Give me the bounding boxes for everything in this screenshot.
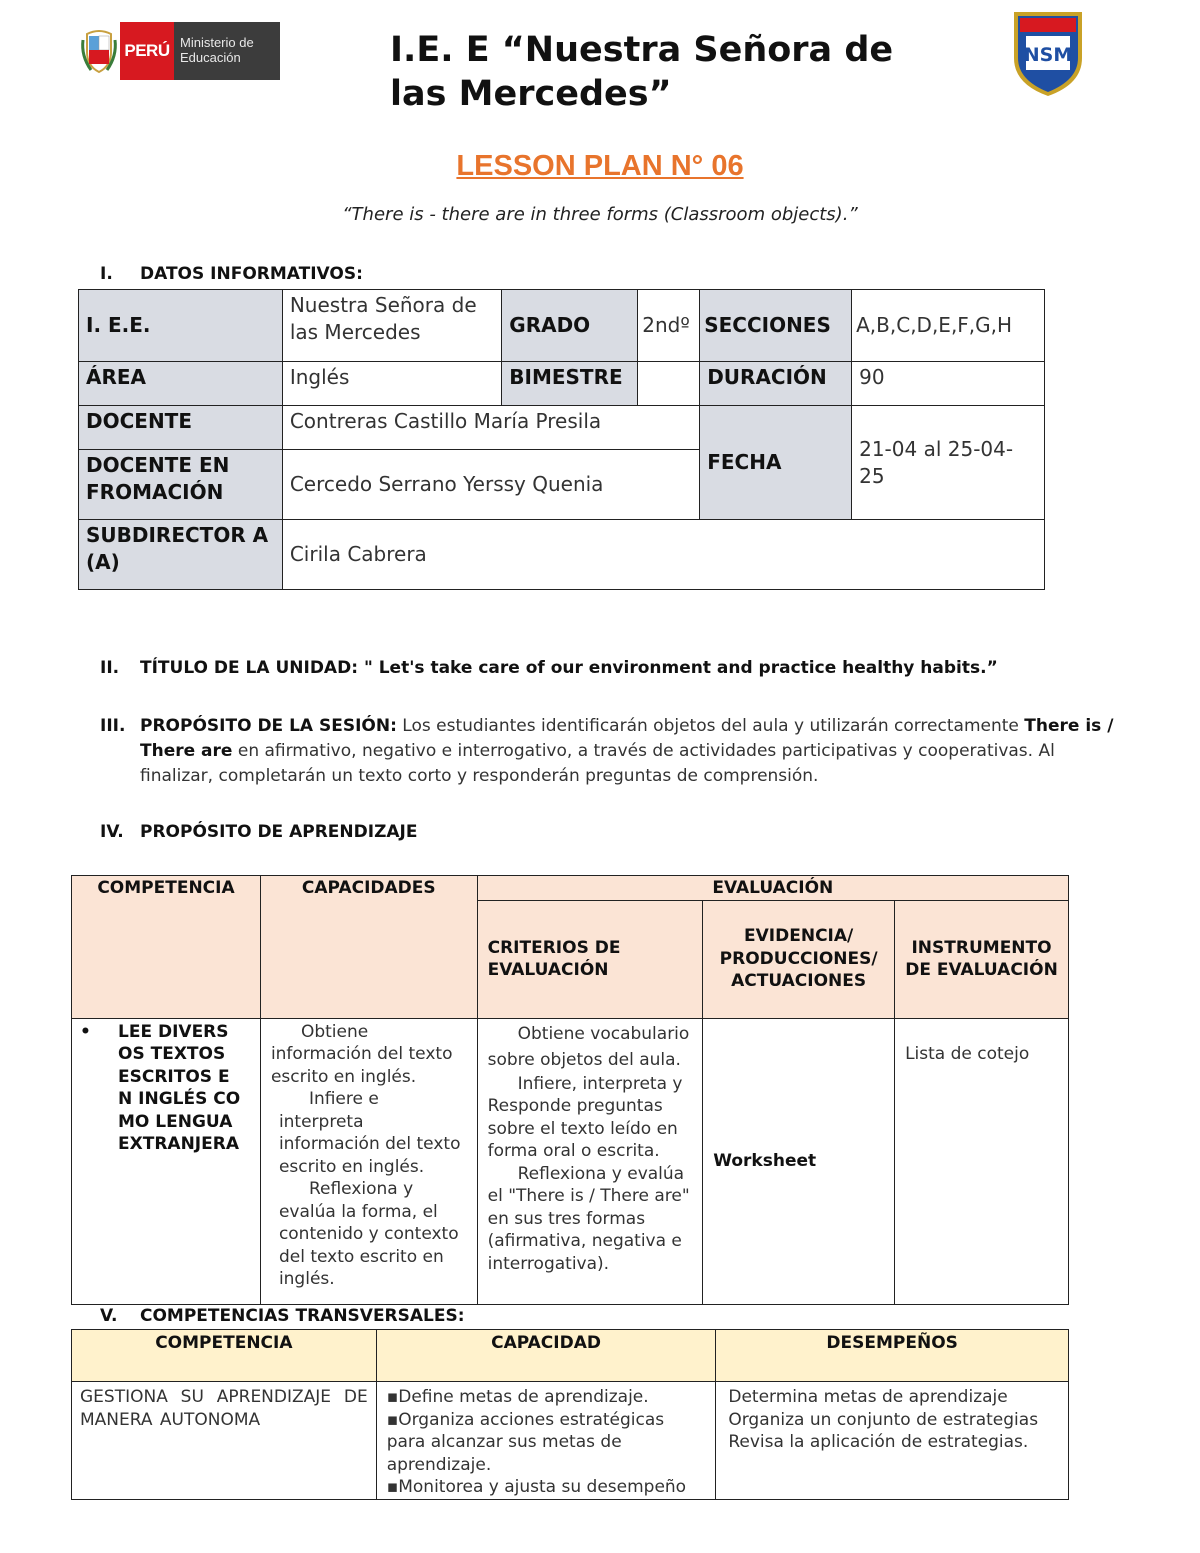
docente-label: DOCENTE — [79, 406, 283, 450]
criterios-cell — [477, 1018, 703, 1304]
evidencia-cell: Worksheet — [703, 1018, 895, 1304]
capacidades-cell — [260, 1018, 477, 1304]
criterio-item: Infiere, interpreta y Responde preguntas sobre el texto leído en forma oral o escrita. — [487, 1073, 683, 1161]
docente-formacion-value: Cercedo Serrano Yerssy Quenia — [282, 450, 699, 520]
capacidad-item: Reflexiona y evalúa la forma, el contenido y contexto del texto escrito en inglés. — [278, 1179, 459, 1289]
capacidad-item: Infiere e interpreta información del texto escrito en inglés. — [278, 1089, 461, 1177]
header-competencia: COMPETENCIA — [72, 876, 261, 1019]
capacidad-item: Obtiene información del texto escrito en inglés. — [270, 1021, 453, 1087]
grado-label: GRADO — [502, 290, 638, 362]
section-2-value: " Let's take care of our environment and practice healthy habits.” — [363, 658, 998, 678]
desempeno-line: Revisa la aplicación de estrategias. — [728, 1432, 1029, 1452]
criterio-item: Reflexiona y evalúa el "There is / There are" en sus tres formas (afirmativa, negativa e interrogativa). — [487, 1163, 690, 1274]
header-competencia-transversal: COMPETENCIA — [72, 1330, 377, 1382]
duracion-value: 90 — [852, 362, 1045, 406]
section-2-number: II. — [100, 658, 120, 678]
section-2-unit-title — [100, 656, 1130, 681]
docente-formacion-label: DOCENTE EN FROMACIÓN — [79, 450, 283, 520]
subdirector-value: Cirila Cabrera — [282, 520, 1044, 590]
header-capacidad: CAPACIDAD — [376, 1330, 716, 1382]
area-label: ÁREA — [79, 362, 283, 406]
bimestre-value — [638, 362, 700, 406]
section-3-text-b: en afirmativo, negativo e interrogativo, a través de actividades participativas y cooperativas. Al finalizar, completarán un texto corto y responderán preguntas de comprensión. — [140, 741, 1055, 786]
competencia-text: LEE DIVERSOS TEXTOS ESCRITOS EN INGLÉS COMO LENGUA EXTRANJERA — [118, 1021, 241, 1154]
nsm-logo-text: NSM — [1023, 44, 1073, 66]
instrumento-cell: Lista de cotejo — [895, 1018, 1069, 1304]
secciones-value: A,B,C,D,E,F,G,H — [852, 290, 1045, 362]
competencia-transversal-cell: GESTIONA SU APRENDIZAJE DE MANERA AUTONOMA — [72, 1382, 377, 1500]
criterio-item: Obtiene vocabulario sobre objetos del aula. — [487, 1023, 690, 1070]
ie-value: Nuestra Señora de las Mercedes — [282, 290, 501, 362]
capacidad-line: ▪Monitorea y ajusta su desempeño — [386, 1477, 687, 1497]
section-3-label: PROPÓSITO DE LA SESIÓN: — [140, 716, 397, 736]
section-3-purpose — [100, 714, 1130, 789]
header-criterios: CRITERIOS DE EVALUACIÓN — [477, 900, 703, 1018]
section-2-label: TÍTULO DE LA UNIDAD: — [140, 658, 359, 678]
peru-coat-of-arms-icon — [78, 22, 120, 80]
section-3-bold: There is / There are — [140, 716, 1114, 761]
capacidad-cell — [376, 1382, 716, 1500]
lesson-title: LESSON PLAN N° 06 — [456, 150, 744, 182]
section-3-text-a: Los estudiantes identificarán objetos del aula y utilizarán correctamente — [396, 716, 1025, 736]
peru-label: PERÚ — [120, 22, 174, 80]
ministry-label: Ministerio de Educación — [174, 22, 280, 80]
ie-label: I. E.E. — [79, 290, 283, 362]
desempeno-line: Determina metas de aprendizaje — [728, 1387, 1008, 1407]
header-evaluacion: EVALUACIÓN — [477, 876, 1068, 901]
nsm-school-crest — [1010, 6, 1086, 98]
section-5-number: V. — [100, 1306, 118, 1326]
bullet-icon: • — [80, 1021, 91, 1042]
proposito-aprendizaje-table — [71, 875, 1069, 1305]
duracion-label: DURACIÓN — [700, 362, 852, 406]
section-1-number: I. — [100, 264, 113, 284]
fecha-value: 21-04 al 25-04-25 — [852, 406, 1045, 520]
capacidad-line: ▪Organiza acciones estratégicas para alcanzar sus metas de aprendizaje. — [386, 1409, 665, 1475]
secciones-label: SECCIONES — [700, 290, 852, 362]
grado-value: 2ndº — [638, 290, 700, 362]
desempeno-line: Organiza un conjunto de estrategias — [728, 1409, 1039, 1430]
header-instrumento: INSTRUMENTO DE EVALUACIÓN — [895, 900, 1069, 1018]
header-desempenos: DESEMPEÑOS — [716, 1330, 1069, 1382]
section-4-number: IV. — [100, 822, 124, 842]
fecha-label: FECHA — [700, 406, 852, 520]
lesson-subtitle: “There is - there are in three forms (Classroom objects).” — [342, 204, 858, 225]
school-title: I.E. E “Nuestra Señora de las Mercedes” — [390, 30, 894, 114]
competencias-transversales-table — [71, 1329, 1069, 1500]
section-3-number: III. — [100, 716, 126, 736]
docente-value: Contreras Castillo María Presila — [282, 406, 699, 450]
capacidad-line: ▪Define metas de aprendizaje. — [386, 1387, 649, 1407]
header-capacidades: CAPACIDADES — [260, 876, 477, 1019]
datos-informativos-table — [78, 289, 1045, 590]
subdirector-label: SUBDIRECTOR A (A) — [79, 520, 283, 590]
section-1-title: DATOS INFORMATIVOS: — [140, 264, 363, 284]
header-evidencia: EVIDENCIA/ PRODUCCIONES/ ACTUACIONES — [703, 900, 895, 1018]
section-5-title: COMPETENCIAS TRANSVERSALES: — [140, 1306, 465, 1326]
section-5-heading — [100, 1306, 465, 1326]
section-4-heading — [100, 822, 418, 842]
competencia-cell — [72, 1018, 261, 1304]
desempenos-cell — [716, 1382, 1069, 1500]
bimestre-label: BIMESTRE — [502, 362, 638, 406]
peru-ministry-logo — [78, 22, 280, 80]
section-4-title: PROPÓSITO DE APRENDIZAJE — [140, 822, 418, 842]
area-value: Inglés — [282, 362, 501, 406]
section-1-heading — [100, 264, 363, 284]
